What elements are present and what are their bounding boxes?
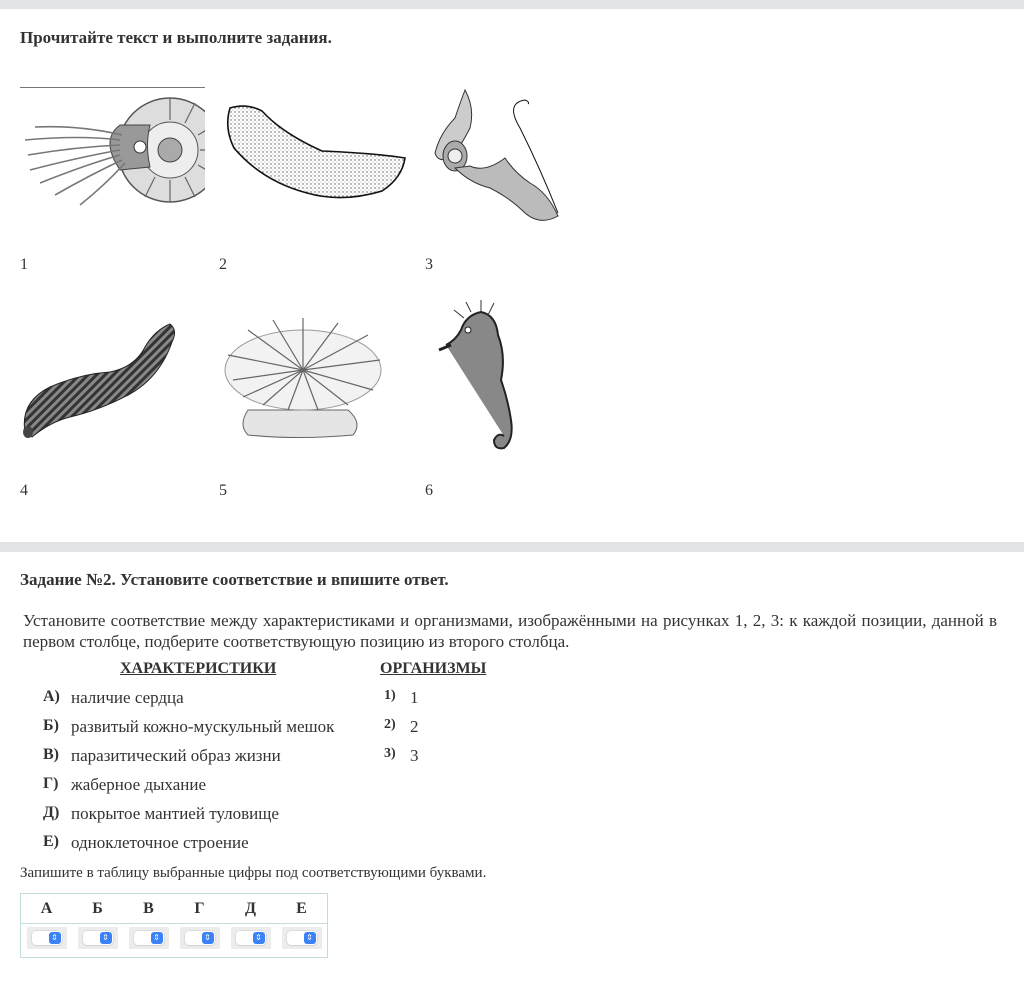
column-header-e: Е	[276, 894, 328, 924]
item-text: 2	[410, 717, 419, 736]
answer-select-v[interactable]	[134, 931, 164, 945]
item-label: Г)	[43, 775, 59, 792]
characteristics-header: ХАРАКТЕРИСТИКИ	[120, 660, 277, 677]
sea-anemone-illustration	[218, 315, 388, 440]
page-title: Прочитайте текст и выполните задания.	[20, 28, 332, 47]
item-label: 1)	[384, 688, 396, 703]
answer-select-a[interactable]	[32, 931, 62, 945]
section-separator-bar	[0, 542, 1024, 552]
answer-select-d[interactable]	[236, 931, 266, 945]
item-text: 3	[410, 746, 419, 765]
item-label: А)	[43, 688, 60, 705]
select-arrows-icon: ⇕	[151, 932, 163, 944]
item-label: Д)	[43, 804, 60, 821]
figure-number: 6	[425, 482, 433, 499]
item-label: В)	[43, 746, 59, 763]
item-label: 2)	[384, 717, 396, 732]
top-separator-bar	[0, 0, 1024, 9]
figure-number: 2	[219, 256, 227, 273]
select-arrows-icon: ⇕	[202, 932, 214, 944]
nautilus-illustration	[20, 95, 205, 210]
item-label: 3)	[384, 746, 396, 761]
divider-line	[20, 87, 205, 88]
item-text: 1	[410, 688, 419, 707]
answer-select-b[interactable]	[83, 931, 113, 945]
item-text: паразитический образ жизни	[71, 746, 281, 765]
item-label: Е)	[43, 833, 59, 850]
answer-select-g[interactable]	[185, 931, 215, 945]
item-text: покрытое мантией туловище	[71, 804, 279, 823]
task-description: Установите соответствие между характеристиками и организмами, изображёнными на рисунках 1, 2, 3: к каждой позиции, данной в первом столбце, подберите соответствующую позицию из второго столбца.	[23, 611, 997, 651]
item-text: одноклеточное строение	[71, 833, 249, 852]
leech-illustration	[20, 322, 180, 442]
euglena-illustration	[430, 88, 565, 233]
figure-number: 4	[20, 482, 28, 499]
answer-table	[20, 893, 328, 958]
item-text: наличие сердца	[71, 688, 184, 707]
organisms-header: ОРГАНИЗМЫ	[380, 660, 487, 677]
select-arrows-icon: ⇕	[100, 932, 112, 944]
planarian-illustration	[222, 103, 412, 213]
figure-number: 1	[20, 256, 28, 273]
answer-select-e[interactable]	[287, 931, 317, 945]
select-arrows-icon: ⇕	[253, 932, 265, 944]
figure-number: 5	[219, 482, 227, 499]
column-header-a: А	[21, 894, 73, 924]
select-arrows-icon: ⇕	[304, 932, 316, 944]
item-text: развитый кожно-мускульный мешок	[71, 717, 335, 736]
item-label: Б)	[43, 717, 59, 734]
answer-instruction: Запишите в таблицу выбранные цифры под соответствующими буквами.	[20, 865, 487, 881]
task-title: Задание №2. Установите соответствие и впишите ответ.	[20, 570, 449, 589]
column-header-g: Г	[174, 894, 225, 924]
column-header-d: Д	[225, 894, 276, 924]
select-arrows-icon: ⇕	[49, 932, 61, 944]
column-header-v: В	[123, 894, 174, 924]
column-header-b: Б	[72, 894, 123, 924]
item-text: жаберное дыхание	[71, 775, 206, 794]
figure-number: 3	[425, 256, 433, 273]
seahorse-illustration	[436, 300, 531, 455]
